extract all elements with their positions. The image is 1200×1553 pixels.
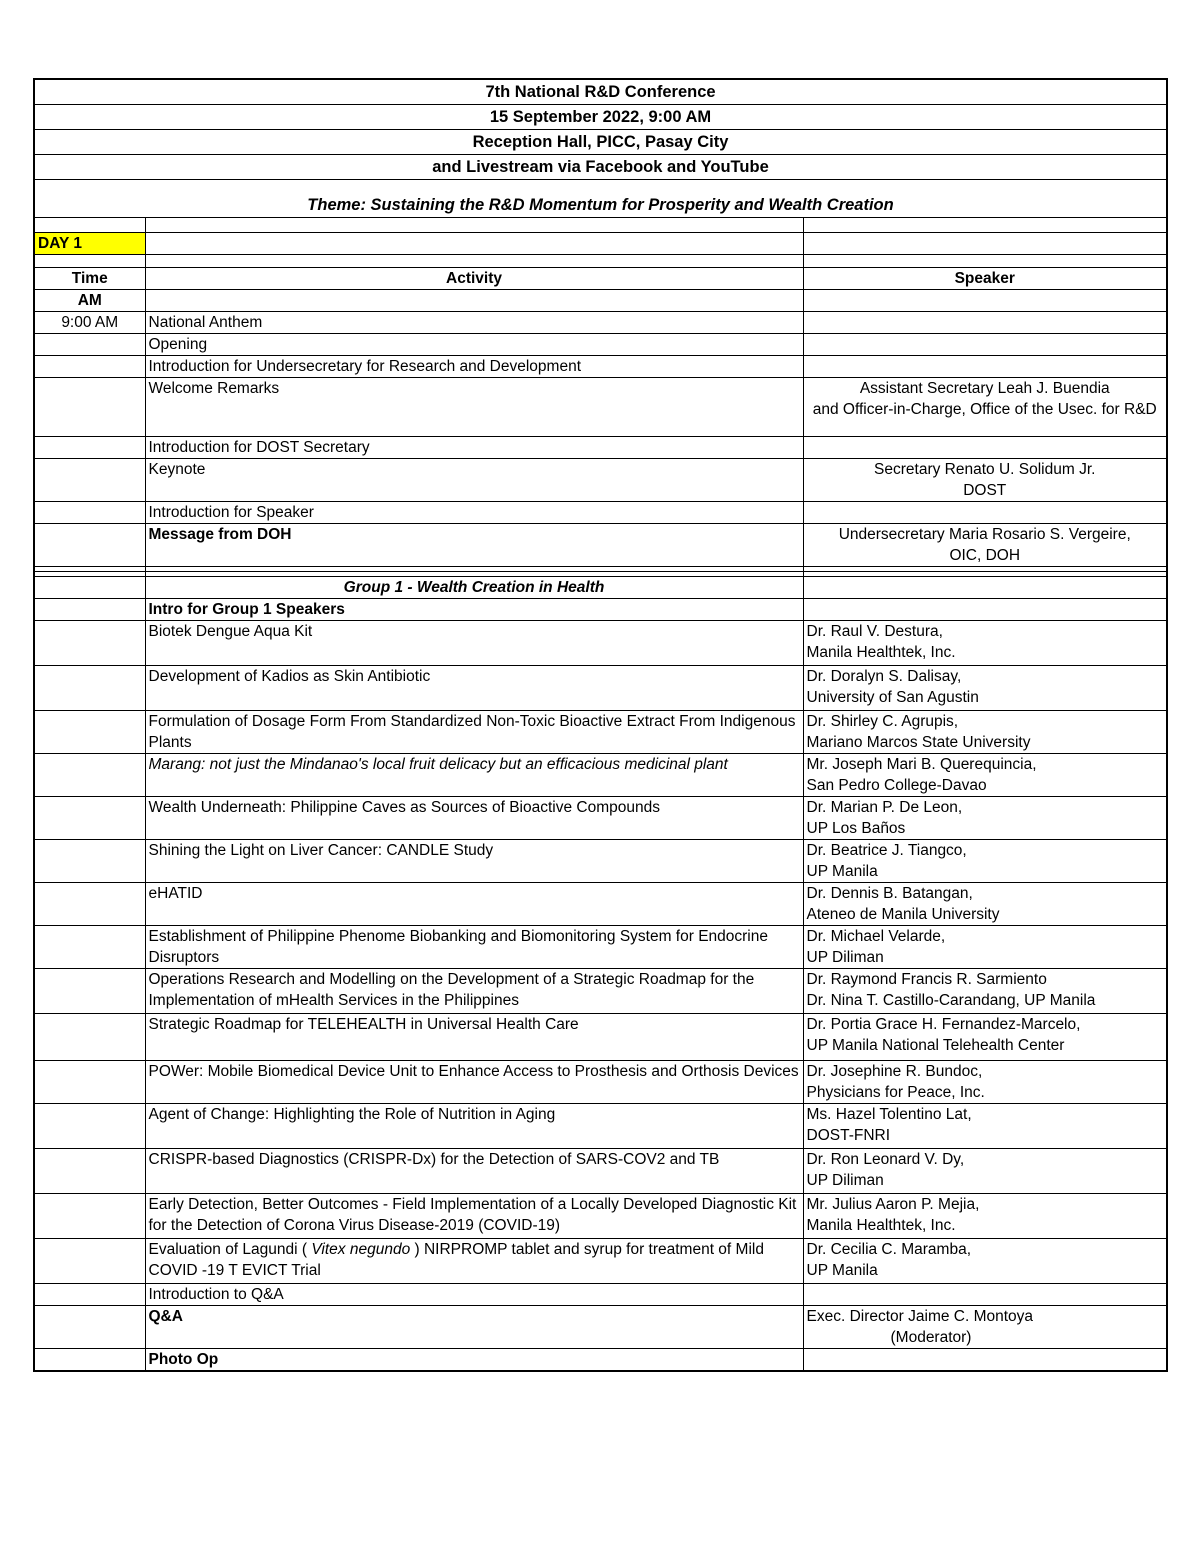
speaker-name: Assistant Secretary Leah J. Buendia <box>859 380 1110 397</box>
table-row <box>34 1349 1167 1372</box>
spacer-row <box>34 255 1167 268</box>
conference-date: 15 September 2022, 9:00 AM <box>34 105 1167 130</box>
table-row <box>34 840 1167 883</box>
activity-cell: Q&A <box>145 1306 803 1349</box>
table-row <box>34 1194 1167 1239</box>
table-row <box>34 524 1167 567</box>
activity-cell: Introduction to Q&A <box>145 1284 803 1306</box>
activity-cell: Development of Kadios as Skin Antibiotic <box>145 666 803 711</box>
speaker-cell <box>803 378 1167 437</box>
table-row <box>34 1149 1167 1194</box>
group-title: Group 1 - Wealth Creation in Health <box>145 577 803 599</box>
table-row <box>34 437 1167 459</box>
activity-cell: Wealth Underneath: Philippine Caves as Sources of Bioactive Compounds <box>145 797 803 840</box>
activity-cell: Establishment of Philippine Phenome Biobanking and Biomonitoring System for Endocrine Disruptors <box>145 926 803 969</box>
conference-livestream: and Livestream via Facebook and YouTube <box>34 155 1167 180</box>
speaker-cell <box>803 840 1167 883</box>
day-row <box>34 233 1167 255</box>
speaker-cell <box>803 969 1167 1014</box>
speaker-name: Ms. Hazel Tolentino Lat, <box>806 1106 972 1123</box>
speaker-affiliation: University of San Agustin <box>806 689 979 706</box>
time-cell: 9:00 AM <box>34 312 145 334</box>
speaker-affiliation: UP Diliman <box>806 949 884 966</box>
table-row <box>34 459 1167 502</box>
speaker-affiliation: UP Manila <box>806 1262 878 1279</box>
speaker-cell <box>803 621 1167 666</box>
table-row <box>34 666 1167 711</box>
speaker-name: Dr. Beatrice J. Tiangco, <box>806 842 967 859</box>
speaker-cell <box>803 711 1167 754</box>
conference-venue: Reception Hall, PICC, Pasay City <box>34 130 1167 155</box>
table-row <box>34 334 1167 356</box>
speaker-name: Exec. Director Jaime C. Montoya <box>806 1308 1034 1325</box>
table-row <box>34 1284 1167 1306</box>
activity-cell: Early Detection, Better Outcomes - Field Implementation of a Locally Developed Diagnostic Kit for the Detection of Corona Virus Disease-2019 (COVID-19) <box>145 1194 803 1239</box>
speaker-role: (Moderator) <box>890 1329 972 1346</box>
speaker-affiliation: Dr. Nina T. Castillo-Carandang, UP Manila <box>806 992 1096 1009</box>
table-row <box>34 621 1167 666</box>
column-header-row <box>34 268 1167 290</box>
table-row <box>34 312 1167 334</box>
speaker-affiliation: DOST-FNRI <box>806 1127 891 1144</box>
speaker-cell <box>803 926 1167 969</box>
speaker-name: Mr. Joseph Mari B. Querequincia, <box>806 756 1037 773</box>
activity-cell: National Anthem <box>145 312 803 334</box>
activity-cell: Shining the Light on Liver Cancer: CANDLE Study <box>145 840 803 883</box>
table-row <box>34 883 1167 926</box>
speaker-affiliation: UP Los Baños <box>806 820 906 837</box>
activity-cell: Introduction for Undersecretary for Research and Development <box>145 356 803 378</box>
header-theme-row <box>34 180 1167 218</box>
activity-cell: Evaluation of Lagundi ( Vitex negundo ) NIRPROMP tablet and syrup for treatment of Mild COVID -19 T EVICT Trial <box>145 1239 803 1284</box>
speaker-name: Dr. Raul V. Destura, <box>806 623 943 640</box>
speaker-name: Dr. Raymond Francis R. Sarmiento <box>806 971 1047 988</box>
activity-cell: Agent of Change: Highlighting the Role of Nutrition in Aging <box>145 1104 803 1149</box>
conference-theme: Theme: Sustaining the R&D Momentum for Prosperity and Wealth Creation <box>34 180 1167 218</box>
table-row <box>34 754 1167 797</box>
table-row <box>34 356 1167 378</box>
table-row <box>34 378 1167 437</box>
speaker-name: Undersecretary Maria Rosario S. Vergeire, <box>838 526 1131 543</box>
activity-cell: CRISPR-based Diagnostics (CRISPR-Dx) for the Detection of SARS-COV2 and TB <box>145 1149 803 1194</box>
header-venue-row <box>34 130 1167 155</box>
speaker-affiliation: UP Manila <box>806 863 878 880</box>
table-row <box>34 969 1167 1014</box>
group-title-row <box>34 577 1167 599</box>
speaker-cell <box>803 797 1167 840</box>
column-header-activity: Activity <box>145 268 803 290</box>
speaker-affiliation: Physicians for Peace, Inc. <box>806 1084 985 1101</box>
activity-cell: eHATID <box>145 883 803 926</box>
speaker-name: Dr. Shirley C. Agrupis, <box>806 713 959 730</box>
speaker-cell <box>803 524 1167 567</box>
speaker-name: Dr. Ron Leonard V. Dy, <box>806 1151 965 1168</box>
speaker-cell <box>803 1061 1167 1104</box>
activity-cell: Operations Research and Modelling on the Development of a Strategic Roadmap for the Implementation of mHealth Services in the Philippines <box>145 969 803 1014</box>
speaker-cell <box>803 1239 1167 1284</box>
spacer-row <box>34 218 1167 233</box>
header-date-row <box>34 105 1167 130</box>
speaker-name: Dr. Portia Grace H. Fernandez-Marcelo, <box>806 1016 1081 1033</box>
group-intro: Intro for Group 1 Speakers <box>145 599 803 621</box>
activity-cell: Biotek Dengue Aqua Kit <box>145 621 803 666</box>
speaker-cell <box>803 1014 1167 1061</box>
scientific-name: Vitex negundo <box>311 1241 411 1258</box>
speaker-affiliation: Mariano Marcos State University <box>806 734 1031 751</box>
speaker-name: Dr. Dennis B. Batangan, <box>806 885 973 902</box>
speaker-cell <box>803 1149 1167 1194</box>
activity-cell: Strategic Roadmap for TELEHEALTH in Universal Health Care <box>145 1014 803 1061</box>
speaker-cell <box>803 754 1167 797</box>
table-row <box>34 1061 1167 1104</box>
column-header-time: Time <box>34 268 145 290</box>
header-livestream-row <box>34 155 1167 180</box>
speaker-cell <box>803 1104 1167 1149</box>
header-title-row <box>34 79 1167 105</box>
speaker-cell <box>803 666 1167 711</box>
activity-cell: POWer: Mobile Biomedical Device Unit to Enhance Access to Prosthesis and Orthosis Devices <box>145 1061 803 1104</box>
table-row <box>34 711 1167 754</box>
speaker-name: Dr. Michael Velarde, <box>806 928 946 945</box>
table-row <box>34 502 1167 524</box>
activity-cell: Introduction for Speaker <box>145 502 803 524</box>
program-table <box>33 78 1168 1372</box>
speaker-name: Dr. Marian P. De Leon, <box>806 799 963 816</box>
speaker-cell <box>803 459 1167 502</box>
speaker-name: Dr. Josephine R. Bundoc, <box>806 1063 983 1080</box>
speaker-cell <box>803 1306 1167 1349</box>
table-row <box>34 1306 1167 1349</box>
speaker-affiliation: San Pedro College-Davao <box>806 777 987 794</box>
speaker-affiliation: Manila Healthtek, Inc. <box>806 1217 956 1234</box>
activity-cell: Formulation of Dosage Form From Standardized Non-Toxic Bioactive Extract From Indigenous Plants <box>145 711 803 754</box>
activity-cell: Keynote <box>145 459 803 502</box>
table-row <box>34 1104 1167 1149</box>
table-row <box>34 1014 1167 1061</box>
speaker-affiliation: Ateneo de Manila University <box>806 906 1000 923</box>
activity-cell: Message from DOH <box>145 524 803 567</box>
activity-cell: Opening <box>145 334 803 356</box>
speaker-affiliation: UP Manila National Telehealth Center <box>806 1037 1065 1054</box>
speaker-name: Dr. Cecilia C. Maramba, <box>806 1241 972 1258</box>
speaker-affiliation: UP Diliman <box>806 1172 884 1189</box>
conference-title: 7th National R&D Conference <box>34 79 1167 105</box>
column-header-speaker: Speaker <box>803 268 1167 290</box>
speaker-cell <box>803 883 1167 926</box>
speaker-name: Secretary Renato U. Solidum Jr. <box>874 461 1096 478</box>
table-row <box>34 797 1167 840</box>
activity-cell: Marang: not just the Mindanao's local fruit delicacy but an efficacious medicinal plant <box>145 754 803 797</box>
activity-cell: Photo Op <box>145 1349 803 1372</box>
speaker-affiliation: Manila Healthtek, Inc. <box>806 644 956 661</box>
group-intro-row <box>34 599 1167 621</box>
am-row <box>34 290 1167 312</box>
table-row <box>34 926 1167 969</box>
activity-cell: Welcome Remarks <box>145 378 803 437</box>
speaker-cell <box>803 1194 1167 1239</box>
speaker-role: OIC, DOH <box>949 547 1021 564</box>
day-label: DAY 1 <box>34 233 145 255</box>
table-row <box>34 1239 1167 1284</box>
am-label: AM <box>34 290 145 312</box>
speaker-name: Mr. Julius Aaron P. Mejia, <box>806 1196 980 1213</box>
speaker-role: and Officer-in-Charge, Office of the Usec. for R&D <box>812 401 1157 418</box>
speaker-role: DOST <box>963 482 1007 499</box>
activity-cell: Introduction for DOST Secretary <box>145 437 803 459</box>
speaker-name: Dr. Doralyn S. Dalisay, <box>806 668 962 685</box>
